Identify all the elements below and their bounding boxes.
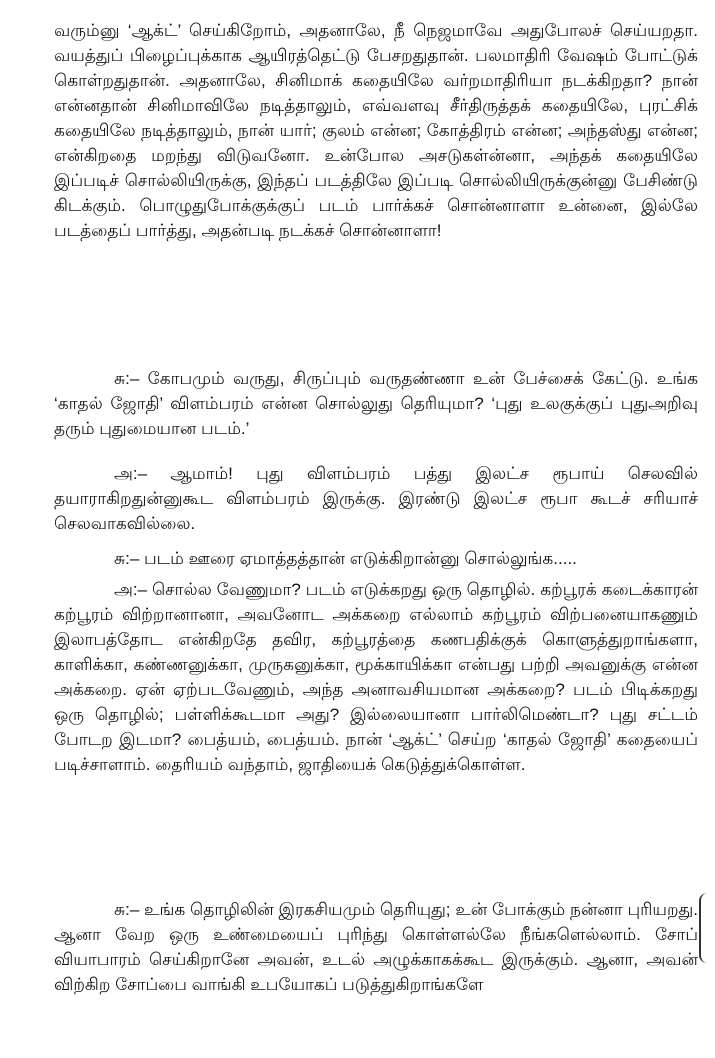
- dialogue-a-2: அ:– சொல்ல வேணுமா? படம் எடுக்கறது ஒரு தொழில். கற்பூரக் கடைக்காரன் கற்பூரம் விற்றானானா, அவனோட அக்கறை எல்லாம் கற்பூரம் விற்பனையாகணும் இலாபத்தோட என்கிறதே தவிர, கற்பூரத்தை கணபதிக்குக் கொளுத்துறாங்களா, காளிக்கா, கண்ணனுக்கா, முருகனுக்கா, மூக்காயிக்கா என்பது பற்றி அவனுக்கு என்ன அக்கறை. ஏன் ஏற்படவேணும், அந்த அனாவசியமான அக்கறை? படம் பிடிக்கறது ஒரு தொழில்; பள்ளிக்கூடமா அது? இல்லையானா பார்லிமெண்டா? புது சட்டம் போடற இடமா? பைத்யம், பைத்யம். நான் ‘ஆக்ட்’ செய்ற ‘காதல் ஜோதி’ கதையைப் படிச்சாளாம். தைரியம் வந்தாம், ஜாதியைக் கெடுத்துக்கொள்ள.: [54, 580, 698, 774]
- dialogue-su-3: சு:– உங்க தொழிலின் இரகசியமும் தெரியுது; உன் போக்கும் நன்னா புரியறது. ஆனா வேற ஒரு உண்மையைப் புரிந்து கொள்ளல்லே நீங்களெல்லாம். சோப் வியாபாரம் செய்கிறானே அவன், உடல் அழுக்காகக்கூட இருக்கும். ஆனா, அவன் விற்கிற சோப்பை வாங்கி உபயோகப் படுத்துகிறாங்களே: [54, 900, 698, 994]
- dialogue-su-2: சு:– படம் ஊரை ஏமாத்தத்தான் எடுக்கிறான்னு சொல்லுங்க.....: [114, 549, 577, 568]
- dialogue-su-1: சு:– கோபமும் வருது, சிருப்பும் வருதண்ணா உன் பேச்சைக் கேட்டு. உங்க ‘காதல் ஜோதி’ விளம்பரம் என்ன சொல்லுது தெரியுமா? ‘புது உலகுக்குப் புதுஅறிவு தரும் புதுமையான படம்.’: [54, 369, 698, 438]
- margin-bracket-mark: [699, 893, 709, 963]
- dialogue-a-1: அ:– ஆமாம்! புது விளம்பரம் பத்து இலட்ச ரூபாய் செலவில் தயாராகிறதுன்னுகூட விளம்பரம் இருக்கு. இரண்டு இலட்ச ரூபா கூடச் சரியாச் செலவாகவில்லை.: [54, 464, 698, 533]
- paragraph-continuation: வரும்னு ‘ஆக்ட்’ செய்கிறோம், அதனாலே, நீ நெஜமாவே அதுபோலச் செய்யறதா. வயத்துப் பிழைப்புக்காக ஆயிரத்தெட்டு பேசறதுதான். பலமாதிரி வேஷம் போட்டுக் கொள்றதுதான். அதனாலே, சினிமாக் கதையிலே வர்றமாதிரியா நடக்கிறதா? நான் என்னதான் சினிமாவிலே நடித்தாலும், எவ்வளவு சீர்திருத்தக் கதையிலே, புரட்சிக் கதையிலே நடித்தாலும், நான் யார்; குலம் என்ன; கோத்திரம் என்ன; அந்தஸ்து என்ன; என்கிறதை மறந்து விடுவனோ. உன்போல அசடுகள்ன்னா, அந்தக் கதையிலே இப்படிச் சொல்லியிருக்கு, இந்தப் படத்திலே இப்படி சொல்லியிருக்குன்னு பேசிண்டு கிடக்கும். பொழுதுபோக்குக்குப் படம் பார்க்கச் சொன்னாளா உன்னை, இல்லே படத்தைப் பார்த்து, அதன்படி நடக்கச் சொன்னாளா!: [54, 21, 698, 240]
